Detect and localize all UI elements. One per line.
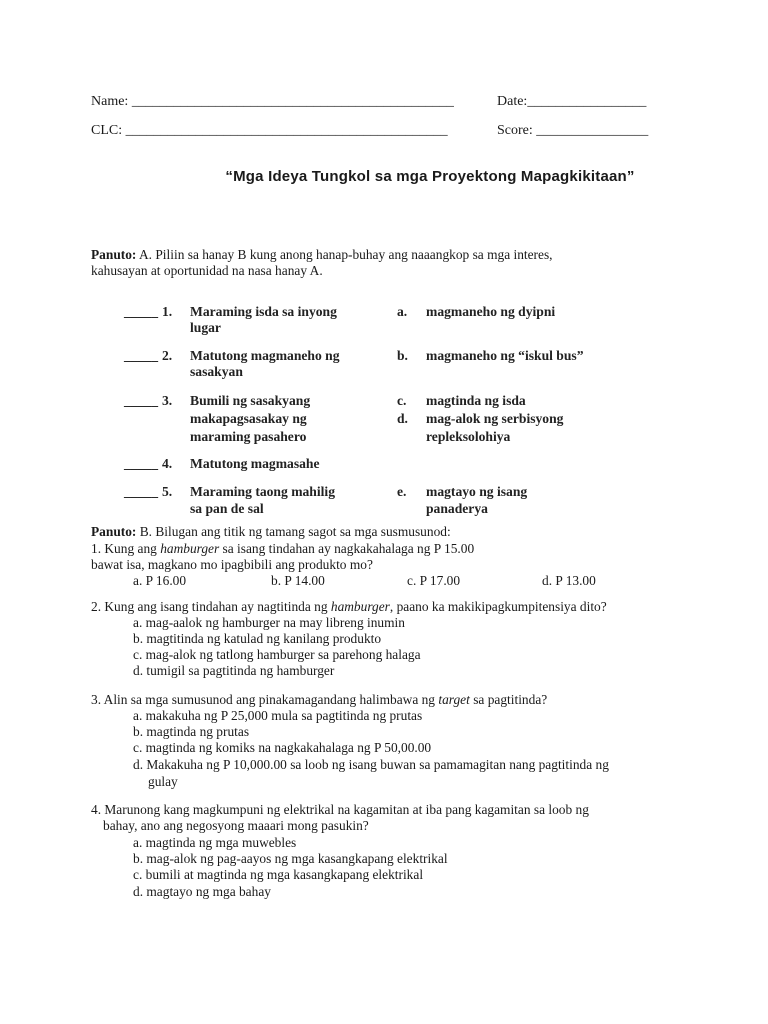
option-d[interactable]: d. P 13.00 <box>542 573 596 588</box>
option-a[interactable]: a. makakuha ng P 25,000 mula sa pagtitinda ng prutas <box>133 708 423 723</box>
option-a[interactable]: a. magtinda ng mga muwebles <box>133 835 297 850</box>
choice-text: magtayo ng isang <box>426 484 528 499</box>
option-b[interactable]: b. mag-alok ng pag-aayos ng mga kasangkapang elektrikal <box>133 851 448 866</box>
answer-blank[interactable]: _____ <box>124 484 158 499</box>
panuto-label: Panuto: <box>91 247 137 262</box>
choice-text: panaderya <box>426 501 488 516</box>
choice-text: magmaneho ng “iskul bus” <box>426 348 584 363</box>
item-text: Maraming isda sa inyong <box>190 304 337 319</box>
item-number: 1. <box>162 304 173 319</box>
item-text: lugar <box>190 320 221 335</box>
question-text: sa isang tindahan ay nagkakahalaga ng P 15.00 <box>219 541 475 556</box>
option-c[interactable]: c. bumili at magtinda ng mga kasangkapang elektrikal <box>133 867 424 882</box>
option-a[interactable]: a. mag-aalok ng hamburger na may libreng inumin <box>133 615 405 630</box>
choice-letter: a. <box>397 304 408 319</box>
choice-text: repleksolohiya <box>426 429 511 444</box>
option-c[interactable]: c. magtinda ng komiks na nagkakahalaga ng P 50,00.00 <box>133 740 432 755</box>
question-emphasis: hamburger <box>330 599 390 614</box>
item-text: sa pan de sal <box>190 501 264 516</box>
question-1 <box>91 541 474 557</box>
choice-text: magtinda ng isda <box>426 393 526 408</box>
part-a-instruction-text: A. Piliin sa hanay B kung anong hanap-buhay ang naaangkop sa mga interes, <box>136 247 553 262</box>
question-1-line2: bawat isa, magkano mo ipagbibili ang produkto mo? <box>91 557 373 572</box>
item-text: makapagsasakay ng <box>190 411 307 426</box>
option-b[interactable]: b. magtitinda ng katulad ng kanilang produkto <box>133 631 382 646</box>
item-number: 5. <box>162 484 173 499</box>
option-c[interactable]: c. P 17.00 <box>407 573 461 588</box>
choice-letter: b. <box>397 348 408 363</box>
choice-text: magmaneho ng dyipni <box>426 304 556 319</box>
option-d-continuation: gulay <box>148 774 178 789</box>
question-text: , paano ka makikipagkumpitensiya dito? <box>389 599 607 614</box>
page-title: “Mga Ideya Tungkol sa mga Proyektong Mapagkikitaan” <box>225 168 635 185</box>
name-field[interactable]: Name: ______________________________________________ <box>91 94 454 109</box>
question-4-line2: bahay, ano ang negosyong maaari mong pasukin? <box>103 818 369 833</box>
part-a-instruction <box>91 247 553 263</box>
option-b[interactable]: b. magtinda ng prutas <box>133 724 250 739</box>
part-a-instruction-line2: kahusayan at oportunidad na nasa hanay A. <box>91 263 323 278</box>
item-number: 2. <box>162 348 173 363</box>
item-number: 3. <box>162 393 173 408</box>
item-text: maraming pasahero <box>190 429 307 444</box>
item-text: sasakyan <box>190 364 243 379</box>
option-b[interactable]: b. P 14.00 <box>271 573 325 588</box>
answer-blank[interactable]: _____ <box>124 348 158 363</box>
question-text: 2. Kung ang isang tindahan ay nagtitinda ng <box>91 599 331 614</box>
question-3 <box>91 692 547 708</box>
panuto-label: Panuto: <box>91 524 137 539</box>
date-field[interactable]: Date:_________________ <box>497 94 647 109</box>
item-number: 4. <box>162 456 173 471</box>
question-2 <box>91 599 607 615</box>
clc-field[interactable]: CLC: ______________________________________________ <box>91 123 448 138</box>
question-text: sa pagtitinda? <box>469 692 548 707</box>
question-text: 1. Kung ang <box>91 541 161 556</box>
part-b-instruction <box>91 524 451 540</box>
choice-text: mag-alok ng serbisyong <box>426 411 564 426</box>
question-4: 4. Marunong kang magkumpuni ng elektrikal na kagamitan at iba pang kagamitan sa loob ng <box>91 802 589 817</box>
item-text: Maraming taong mahilig <box>190 484 335 499</box>
item-text: Bumili ng sasakyang <box>190 393 311 408</box>
answer-blank[interactable]: _____ <box>124 393 158 408</box>
item-text: Matutong magmaneho ng <box>190 348 340 363</box>
part-b-instruction-text: B. Bilugan ang titik ng tamang sagot sa mga susmusunod: <box>136 524 451 539</box>
answer-blank[interactable]: _____ <box>124 304 158 319</box>
option-d[interactable]: d. tumigil sa pagtitinda ng hamburger <box>133 663 335 678</box>
option-a[interactable]: a. P 16.00 <box>133 573 187 588</box>
question-text: 3. Alin sa mga sumusunod ang pinakamagandang halimbawa ng <box>91 692 439 707</box>
option-c[interactable]: c. mag-alok ng tatlong hamburger sa parehong halaga <box>133 647 421 662</box>
question-emphasis: target <box>438 692 470 707</box>
option-d[interactable]: d. magtayo ng mga bahay <box>133 884 271 899</box>
choice-letter: d. <box>397 411 408 426</box>
item-text: Matutong magmasahe <box>190 456 320 471</box>
option-d[interactable]: d. Makakuha ng P 10,000.00 sa loob ng isang buwan sa pamamagitan nang pagtitinda ng <box>133 757 609 772</box>
choice-letter: c. <box>397 393 407 408</box>
answer-blank[interactable]: _____ <box>124 456 158 471</box>
choice-letter: e. <box>397 484 407 499</box>
score-field[interactable]: Score: ________________ <box>497 123 649 138</box>
question-emphasis: hamburger <box>160 541 220 556</box>
